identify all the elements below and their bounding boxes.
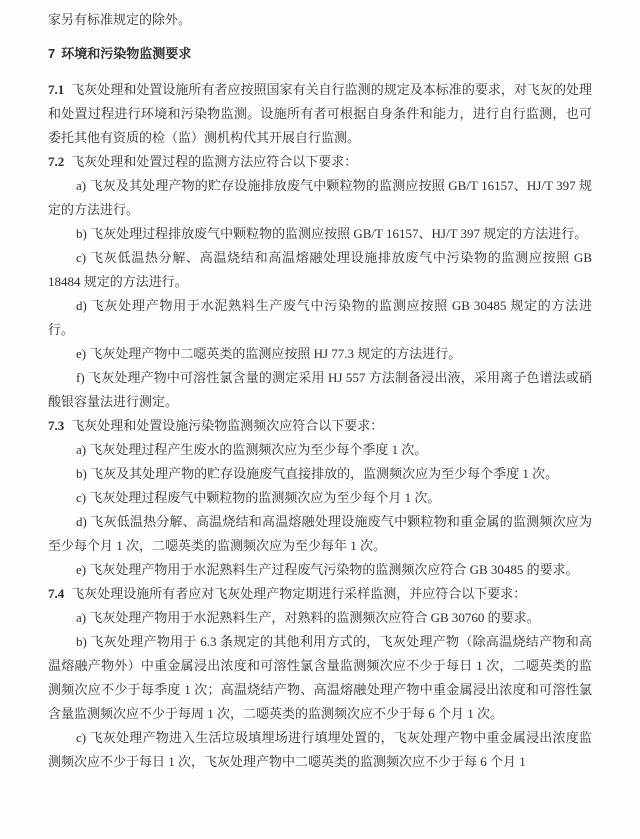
clause-number: 7 — [48, 46, 56, 61]
section-heading — [48, 42, 592, 66]
paragraph — [48, 366, 592, 414]
paragraph — [48, 438, 592, 462]
clause-number: 7.3 — [48, 418, 65, 433]
paragraph-text: 环境和污染物监测要求 — [61, 46, 192, 61]
document-body — [48, 8, 592, 774]
paragraph-text: a) 飞灰处理产物用于水泥熟料生产，对熟料的监测频次应符合 GB 30760 的要求。 — [76, 610, 540, 625]
paragraph — [48, 78, 592, 150]
paragraph-text: 飞灰处理设施所有者应对飞灰处理产物定期进行采样监测，并应符合以下要求： — [71, 586, 527, 601]
paragraph-text: e) 飞灰处理产物用于水泥熟料生产过程废气污染物的监测频次应符合 GB 30485 的要求。 — [76, 562, 579, 577]
paragraph-text: 家另有标准规定的除外。 — [48, 12, 192, 27]
paragraph-text: 飞灰处理和处置设施所有者应按照国家有关自行监测的规定及本标准的要求，对飞灰的处理和处置过程进行环境和污染物监测。设施所有者可根据自身条件和能力，进行自行监测，也可委托其他有资质的检（监）测机构代其开展自行监测。 — [48, 82, 592, 145]
paragraph-text: b) 飞灰处理产物用于 6.3 条规定的其他利用方式的，飞灰处理产物（除高温烧结产物和高温熔融产物外）中重金属浸出浓度和可溶性氯含量监测频次应不少于每日 1 次，二噁英类的监测频次应不少于每季度 1 次；高温烧结产物、高温熔融处理产物中重金属浸出浓度和可溶性氯含量监测频次应不少于每周 1 次，二噁英类的监测频次应不少于每 6 个月 1 次。 — [48, 634, 592, 721]
paragraph-text: e) 飞灰处理产物中二噁英类的监测应按照 HJ 77.3 规定的方法进行。 — [76, 346, 462, 361]
paragraph — [48, 726, 592, 774]
paragraph — [48, 462, 592, 486]
paragraph-text: d) 飞灰处理产物用于水泥熟料生产废气中污染物的监测应按照 GB 30485 规定的方法进行。 — [48, 298, 592, 337]
clause-number: 7.1 — [48, 82, 65, 97]
paragraph-text: a) 飞灰处理过程产生废水的监测频次应为至少每个季度 1 次。 — [76, 442, 428, 457]
paragraph-text: a) 飞灰及其处理产物的贮存设施排放废气中颗粒物的监测应按照 GB/T 16157、HJ/T 397 规定的方法进行。 — [48, 178, 592, 217]
paragraph — [48, 150, 592, 174]
paragraph-text: c) 飞灰处理产物进入生活垃圾填埋场进行填埋处置的，飞灰处理产物中重金属浸出浓度监测频次应不少于每日 1 次，飞灰处理产物中二噁英类的监测频次应不少于每 6 个月 1 — [48, 730, 592, 769]
paragraph-text: b) 飞灰处理过程排放废气中颗粒物的监测应按照 GB/T 16157、HJ/T 397 规定的方法进行。 — [76, 226, 588, 241]
paragraph-text: c) 飞灰低温热分解、高温烧结和高温熔融处理设施排放废气中污染物的监测应按照 GB 18484 规定的方法进行。 — [48, 250, 592, 289]
paragraph — [48, 222, 592, 246]
paragraph — [48, 558, 592, 582]
clause-number: 7.2 — [48, 154, 65, 169]
paragraph-text: 飞灰处理和处置过程的监测方法应符合以下要求： — [71, 154, 358, 169]
paragraph — [48, 8, 592, 32]
paragraph — [48, 630, 592, 726]
paragraph — [48, 294, 592, 342]
paragraph — [48, 174, 592, 222]
paragraph — [48, 606, 592, 630]
paragraph — [48, 414, 592, 438]
clause-number: 7.4 — [48, 586, 65, 601]
paragraph-text: c) 飞灰处理过程废气中颗粒物的监测频次应为至少每个月 1 次。 — [76, 490, 441, 505]
paragraph-text: d) 飞灰低温热分解、高温烧结和高温熔融处理设施废气中颗粒物和重金属的监测频次应为至少每个月 1 次，二噁英类的监测频次应为至少每年 1 次。 — [48, 514, 592, 553]
paragraph-text: b) 飞灰及其处理产物的贮存设施废气直接排放的，监测频次应为至少每个季度 1 次。 — [76, 466, 559, 481]
paragraph-text: f) 飞灰处理产物中可溶性氯含量的测定采用 HJ 557 方法制备浸出液，采用离子色谱法或硝酸银容量法进行测定。 — [48, 370, 592, 409]
paragraph — [48, 486, 592, 510]
paragraph — [48, 582, 592, 606]
paragraph — [48, 246, 592, 294]
paragraph-text: 飞灰处理和处置设施污染物监测频次应符合以下要求： — [71, 418, 384, 433]
paragraph — [48, 510, 592, 558]
paragraph — [48, 342, 592, 366]
